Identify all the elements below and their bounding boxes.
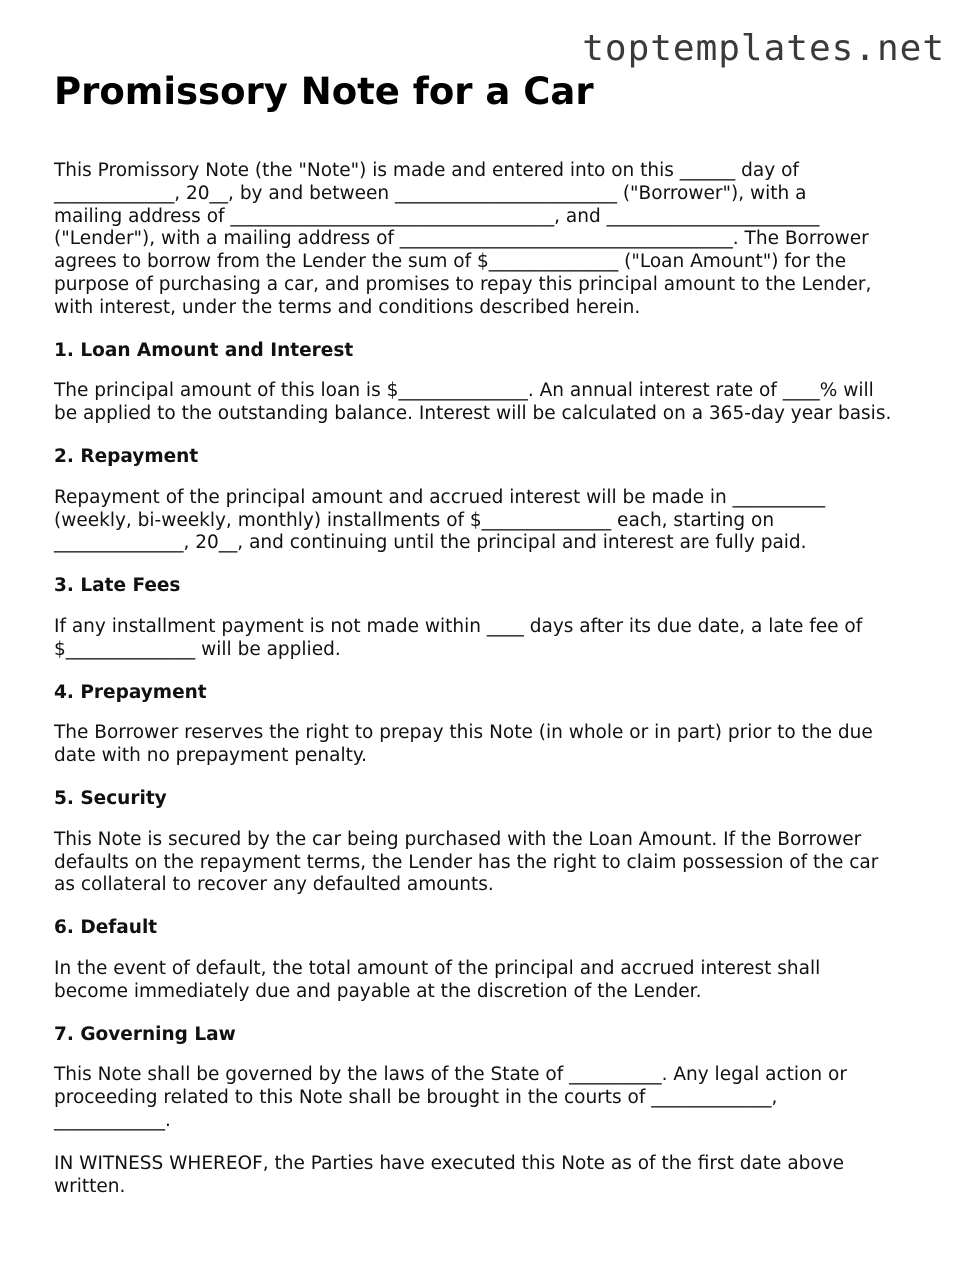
section-line: be applied to the outstanding balance. Interest will be calculated on a 365-day year basis. — [54, 403, 892, 425]
section-heading: 7. Governing Law — [54, 1023, 236, 1045]
intro-line: _____________, 20__, by and between ________________________ ("Borrower"), with a — [54, 182, 807, 204]
section-body — [54, 722, 926, 768]
section-late-fees — [54, 575, 926, 661]
watermark-logo: toptemplates.net — [582, 28, 945, 69]
section-line: defaults on the repayment terms, the Lender has the right to claim possession of the car — [54, 851, 879, 873]
section-line: In the event of default, the total amount of the principal and accrued interest shall — [54, 957, 821, 979]
section-governing-law — [54, 1024, 926, 1133]
section-heading: 3. Late Fees — [54, 575, 181, 597]
section-repayment — [54, 446, 926, 555]
section-body — [54, 380, 926, 426]
section-line: $______________ will be applied. — [54, 638, 341, 660]
intro-line: agrees to borrow from the Lender the sum of $______________ ("Loan Amount") for the — [54, 251, 847, 273]
section-body — [54, 616, 926, 662]
intro-line: with interest, under the terms and conditions described herein. — [54, 296, 641, 318]
section-line: Repayment of the principal amount and accrued interest will be made in __________ — [54, 486, 826, 508]
section-line: The Borrower reserves the right to prepay this Note (in whole or in part) prior to the due — [54, 722, 873, 744]
intro-line: mailing address of ___________________________________, and _______________________ — [54, 205, 820, 227]
section-heading: 4. Prepayment — [54, 681, 207, 703]
section-body — [54, 1064, 926, 1132]
section-line: ______________, 20__, and continuing until the principal and interest are fully paid. — [54, 532, 807, 554]
section-security — [54, 788, 926, 897]
document-page — [54, 68, 926, 1198]
section-loan-amount — [54, 340, 926, 426]
closing-paragraph — [54, 1153, 926, 1199]
section-heading: 5. Security — [54, 787, 167, 809]
section-heading: 1. Loan Amount and Interest — [54, 339, 354, 361]
closing-line: written. — [54, 1175, 126, 1197]
intro-line: purpose of purchasing a car, and promises to repay this principal amount to the Lender, — [54, 273, 872, 295]
section-prepayment — [54, 682, 926, 768]
closing-line: IN WITNESS WHEREOF, the Parties have executed this Note as of the first date above — [54, 1152, 845, 1174]
section-heading: 2. Repayment — [54, 445, 199, 467]
document-title: Promissory Note for a Car — [54, 70, 594, 113]
section-heading: 6. Default — [54, 917, 158, 939]
section-body — [54, 829, 926, 897]
section-line: date with no prepayment penalty. — [54, 745, 368, 767]
section-line: proceeding related to this Note shall be brought in the courts of _____________, — [54, 1087, 778, 1109]
section-line: This Note is secured by the car being purchased with the Loan Amount. If the Borrower — [54, 828, 862, 850]
intro-line: ("Lender"), with a mailing address of ____________________________________. The Borrower — [54, 228, 869, 250]
section-body — [54, 487, 926, 555]
intro-paragraph — [54, 160, 926, 320]
section-line: This Note shall be governed by the laws of the State of __________. Any legal action or — [54, 1064, 847, 1086]
section-body — [54, 958, 926, 1004]
section-line: as collateral to recover any defaulted amounts. — [54, 874, 494, 896]
section-line: become immediately due and payable at the discretion of the Lender. — [54, 980, 702, 1002]
section-default — [54, 917, 926, 1003]
section-line: If any installment payment is not made within ____ days after its due date, a late fee of — [54, 615, 863, 637]
intro-line: This Promissory Note (the "Note") is made and entered into on this ______ day of — [54, 160, 799, 181]
section-line: ____________. — [54, 1109, 171, 1131]
section-line: (weekly, bi-weekly, monthly) installments of $______________ each, starting on — [54, 509, 775, 531]
section-line: The principal amount of this loan is $______________. An annual interest rate of ____% will — [54, 380, 874, 402]
